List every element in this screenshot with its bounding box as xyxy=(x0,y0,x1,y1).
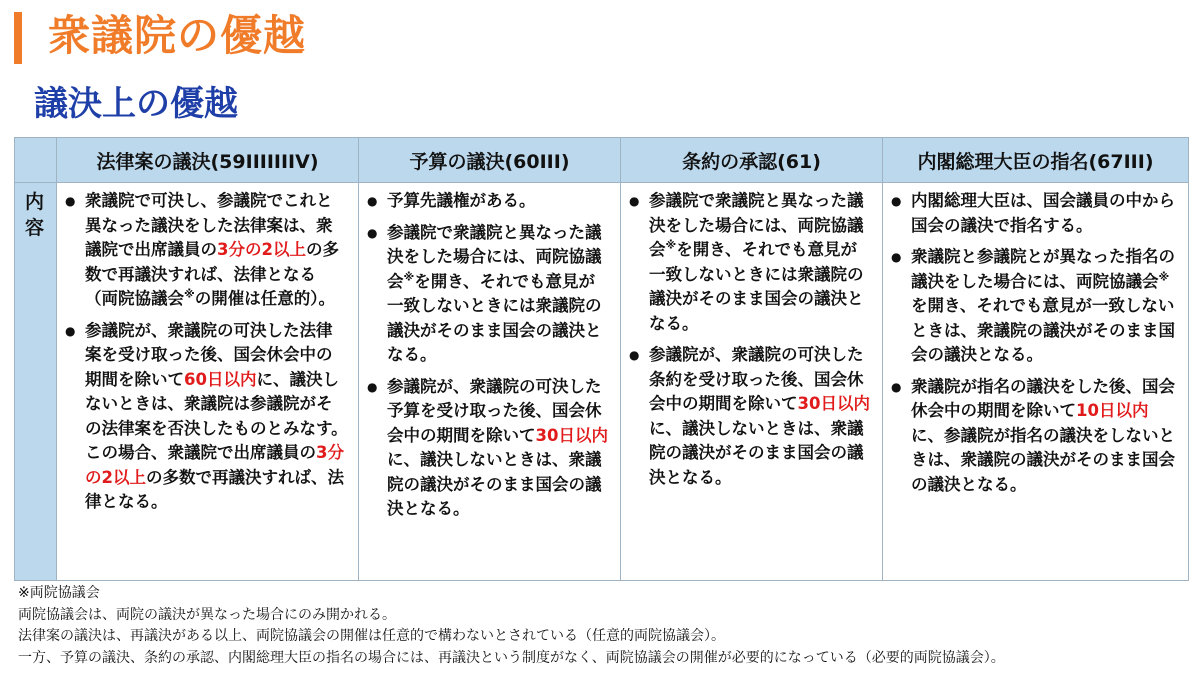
item-text: を開き、それでも意見が一致しないときには衆議院の議決がそのまま国会の議決となる。 xyxy=(387,271,602,364)
item-text: 参議院が、衆議院の可決した予算を受け取った後、国会休会中の期間を除いて xyxy=(387,376,602,445)
list-item xyxy=(891,189,1178,238)
item-text: に、参議院が指名の議決をしないときは、衆議院の議決がそのまま国会の議決となる。 xyxy=(911,425,1175,494)
item-text: を開き、それでも意見が一致しないときには衆議院の議決がそのまま国会の議決となる。 xyxy=(649,240,864,333)
row-label-char: 容 xyxy=(24,217,44,239)
footnote-heading: ※両院協議会 xyxy=(18,585,100,601)
title-accent-bar xyxy=(14,12,22,64)
list-item xyxy=(629,343,872,490)
highlight-text: 3分の2以上 xyxy=(217,240,306,259)
highlight-text: 3分の2以上 xyxy=(85,443,344,487)
prime-minister-list xyxy=(891,189,1178,497)
row-label-content xyxy=(15,183,57,581)
slide-subtitle: 議決上の優越 xyxy=(34,84,238,124)
footnote-mark: ※ xyxy=(665,238,677,252)
header-prime-minister: 内閣総理大臣の指名(67III) xyxy=(883,138,1189,183)
list-item xyxy=(891,245,1178,368)
table-content-row xyxy=(15,183,1189,581)
list-item xyxy=(367,375,610,522)
cell-budget xyxy=(359,183,621,581)
row-label-text xyxy=(23,189,46,241)
item-text: に、議決しないときは、衆議院の議決がそのまま国会の議決となる。 xyxy=(387,450,602,518)
header-law-bill: 法律案の議決(59IIIIIIIV) xyxy=(57,138,359,183)
list-item xyxy=(367,221,610,368)
list-item xyxy=(629,189,872,336)
item-text: 参議院で衆議院と異なった議決をした場合には、両院協議会 xyxy=(387,222,602,291)
item-text: に、議決しないときは、衆議院は参議院がその法律案を否決したものとみなす。この場合、衆議院で出席議員の xyxy=(85,369,348,462)
footnote-mark: ※ xyxy=(1158,270,1170,283)
footnotes xyxy=(18,583,1005,669)
list-item xyxy=(891,375,1178,498)
cell-law-bill xyxy=(57,183,359,581)
highlight-text: 30日以内 xyxy=(797,394,870,413)
footnote-line: 法律案の議決は、再議決がある以上、両院協議会の開催は任意的で構わないとされている（任意的両院協議会）。 xyxy=(18,628,725,644)
cell-prime-minister xyxy=(883,183,1189,581)
row-label-char: 内 xyxy=(24,191,44,213)
highlight-text: 10日以内 xyxy=(1076,401,1149,420)
header-treaty: 条約の承認(61) xyxy=(621,138,883,183)
item-text: 衆議院と参議院とが異なった指名の議決をした場合には、両院協議会 xyxy=(911,247,1175,291)
list-item xyxy=(367,189,610,214)
law-bill-list xyxy=(65,189,348,515)
item-text: に、議決しないときは、衆議院の議決がそのまま国会の議決となる。 xyxy=(649,418,864,487)
list-item xyxy=(65,319,348,515)
header-budget: 予算の議決(60III) xyxy=(359,138,621,183)
footnote-mark: ※ xyxy=(184,287,195,301)
cell-treaty xyxy=(621,183,883,581)
footnote-line: 一方、予算の議決、条約の承認、内閣総理大臣の指名の場合には、再議決という制度がなく、両院協議会の開催が必要的になっている（必要的両院協議会）。 xyxy=(18,649,1005,666)
item-text: の多数で再議決すれば、法律となる（両院協議会 xyxy=(85,240,339,308)
item-text: 衆議院で可決し、参議院でこれと異なった議決をした法律案は、衆議院で出席議員の xyxy=(85,191,333,259)
header-corner-cell xyxy=(15,138,57,183)
item-text: の開催は任意的）。 xyxy=(194,289,335,308)
slide-title: 衆議院の優越 xyxy=(48,11,307,60)
item-text: 参議院が、衆議院の可決した条約を受け取った後、国会休会中の期間を除いて xyxy=(649,345,864,413)
item-text: 参議院で衆議院と異なった議決をした場合には、両院協議会 xyxy=(649,191,864,259)
item-text: 内閣総理大臣は、国会議員の中から国会の議決で指名する。 xyxy=(911,191,1175,235)
treaty-list xyxy=(629,189,872,490)
footnote-line: 両院協議会は、両院の議決が異なった場合にのみ開かれる。 xyxy=(18,606,396,623)
table-header-row xyxy=(15,138,1189,183)
highlight-text: 30日以内 xyxy=(535,425,608,445)
item-text: の多数で再議決すれば、法律となる。 xyxy=(85,467,344,511)
comparison-table xyxy=(14,137,1189,581)
item-text: 予算先議権がある。 xyxy=(387,191,536,210)
item-text: 参議院が、衆議院の可決した法律案を受け取った後、国会休会中の期間を除いて xyxy=(85,320,333,389)
item-text: を開き、それでも意見が一致しないときは、衆議院の議決がそのまま国会の議決となる。 xyxy=(911,296,1175,364)
list-item xyxy=(65,189,348,312)
item-text: 衆議院が指名の議決をした後、国会休会中の期間を除いて xyxy=(911,376,1175,420)
budget-list xyxy=(367,189,610,522)
highlight-text: 60日以内 xyxy=(184,369,257,389)
footnote-mark: ※ xyxy=(403,270,415,283)
